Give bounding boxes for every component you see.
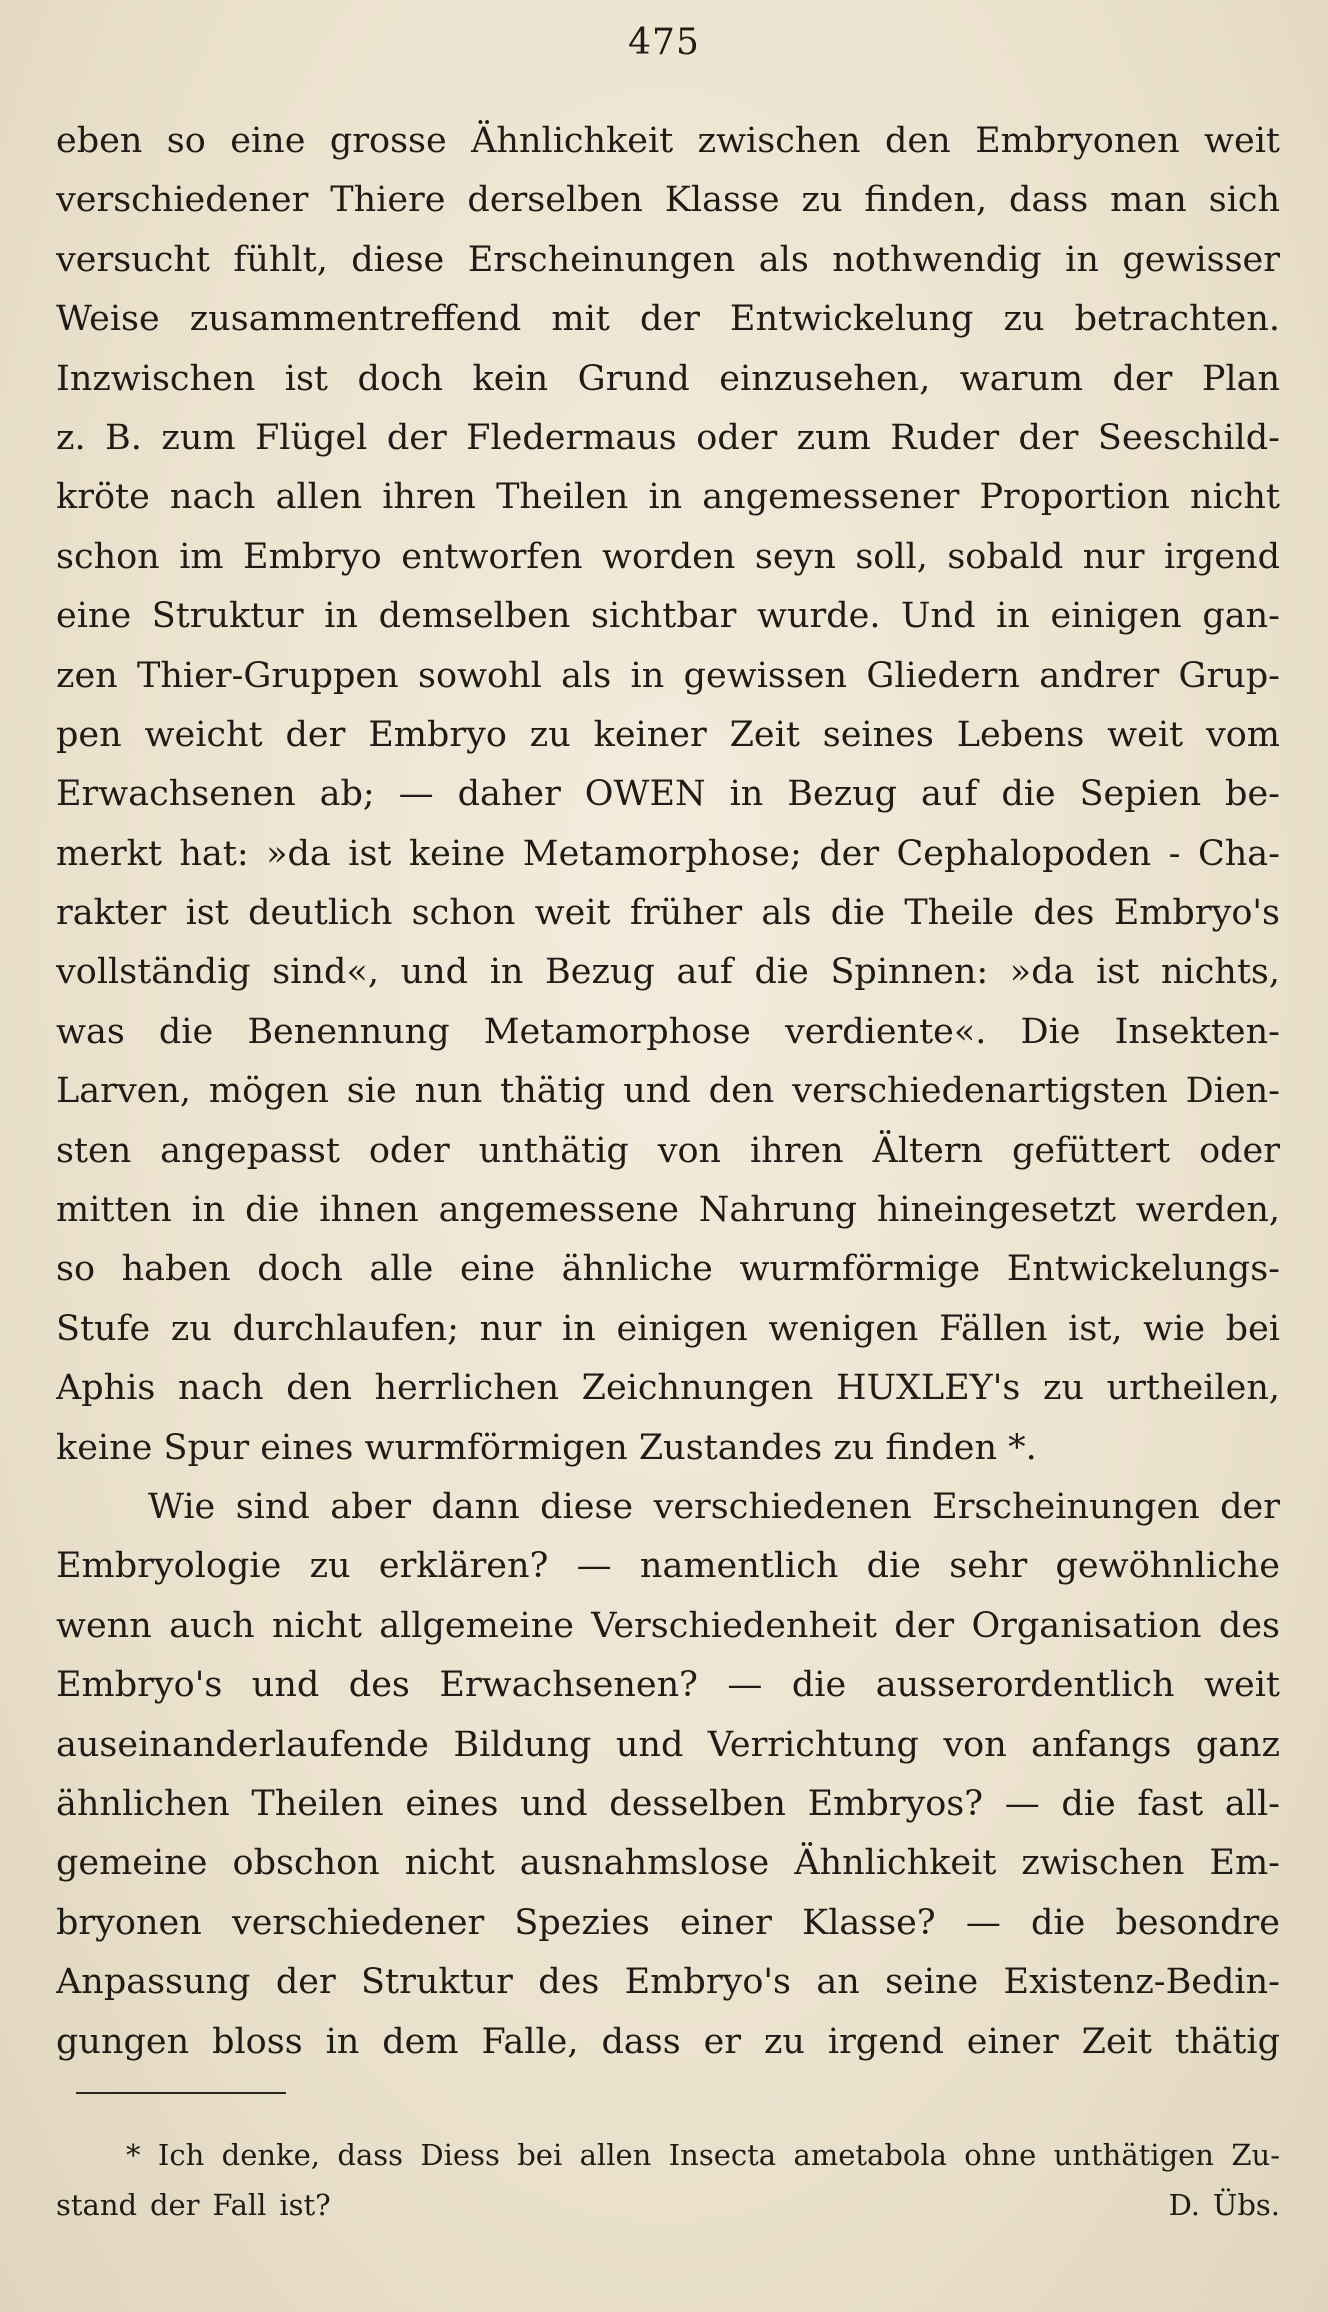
text-line: zen Thier-Gruppen sowohl als in gewissen Gliedern andrer Grup-	[56, 655, 1280, 696]
text-line: Anpassung der Struktur des Embryo's an seine Existenz-Bedin-	[56, 1962, 1280, 2003]
footnote-line: stand der Fall ist? D. Übs.	[56, 2188, 1280, 2222]
text-line: eben so eine grosse Ähnlichkeit zwischen den Embryonen weit	[56, 121, 1280, 161]
text-line: Larven, mögen sie nun thätig und den verschiedenartigsten Dien-	[56, 1071, 1280, 1112]
footnote	[56, 2130, 1280, 2230]
text-line: merkt hat: »da ist keine Metamorphose; der Cephalopoden - Cha-	[56, 833, 1280, 874]
paragraph-first-line: Wie sind aber dann diese verschiedenen Erscheinungen der	[148, 1486, 1280, 1527]
text-line: gungen bloss in dem Falle, dass er zu irgend einer Zeit thätig	[56, 2021, 1280, 2062]
text-line: gemeine obschon nicht ausnahmslose Ähnlichkeit zwischen Em-	[56, 1843, 1280, 1884]
text-line: Aphis nach den herrlichen Zeichnungen HUXLEY's zu urtheilen,	[56, 1368, 1280, 1409]
text-line: verschiedener Thiere derselben Klasse zu finden, dass man sich	[56, 180, 1280, 221]
footnote-line: * Ich denke, dass Diess bei allen Insecta ametabola ohne unthätigen Zu-	[126, 2138, 1280, 2172]
text-line: Embryo's und des Erwachsenen? — die ausserordentlich weit	[56, 1665, 1280, 1706]
footnote-divider	[76, 2092, 286, 2094]
text-line: Stufe zu durchlaufen; nur in einigen wenigen Fällen ist, wie bei	[56, 1308, 1280, 1349]
text-line: Weise zusammentreffend mit der Entwickelung zu betrachten.	[56, 299, 1280, 340]
text-line: schon im Embryo entworfen worden seyn soll, sobald nur irgend	[56, 536, 1280, 577]
text-line: z. B. zum Flügel der Fledermaus oder zum Ruder der Seeschild-	[56, 417, 1280, 458]
text-line: auseinanderlaufende Bildung und Verrichtung von anfangs ganz	[56, 1724, 1280, 1765]
text-line: so haben doch alle eine ähnliche wurmförmige Entwickelungs-	[56, 1249, 1280, 1290]
text-line: keine Spur eines wurmförmigen Zustandes zu finden *.	[56, 1427, 1037, 1468]
text-line: Erwachsenen ab; — daher OWEN in Bezug auf die Sepien be-	[56, 774, 1280, 815]
text-line: versucht fühlt, diese Erscheinungen als nothwendig in gewisser	[56, 239, 1280, 280]
text-line: sten angepasst oder unthätig von ihren Ältern gefüttert oder	[56, 1130, 1280, 1171]
text-line: was die Benennung Metamorphose verdiente«. Die Insekten-	[56, 1011, 1280, 1052]
text-line: Inzwischen ist doch kein Grund einzusehen, warum der Plan	[56, 358, 1280, 399]
text-line: mitten in die ihnen angemessene Nahrung hineingesetzt werden,	[56, 1190, 1280, 1231]
text-line: kröte nach allen ihren Theilen in angemessener Proportion nicht	[56, 477, 1280, 518]
text-line: vollständig sind«, und in Bezug auf die Spinnen: »da ist nichts,	[56, 952, 1280, 993]
text-line: eine Struktur in demselben sichtbar wurde. Und in einigen gan-	[56, 596, 1280, 637]
text-line: ähnlichen Theilen eines und desselben Embryos? — die fast all-	[56, 1783, 1280, 1824]
text-line: Embryologie zu erklären? — namentlich die sehr gewöhnliche	[56, 1546, 1280, 1587]
body-text	[56, 112, 1280, 2072]
text-line: rakter ist deutlich schon weit früher als die Theile des Embryo's	[56, 893, 1280, 934]
text-line: wenn auch nicht allgemeine Verschiedenheit der Organisation des	[56, 1605, 1280, 1646]
text-line: bryonen verschiedener Spezies einer Klasse? — die besondre	[56, 1902, 1280, 1943]
page-number: 475	[628, 22, 700, 63]
text-line: pen weicht der Embryo zu keiner Zeit seines Lebens weit vom	[56, 714, 1280, 755]
